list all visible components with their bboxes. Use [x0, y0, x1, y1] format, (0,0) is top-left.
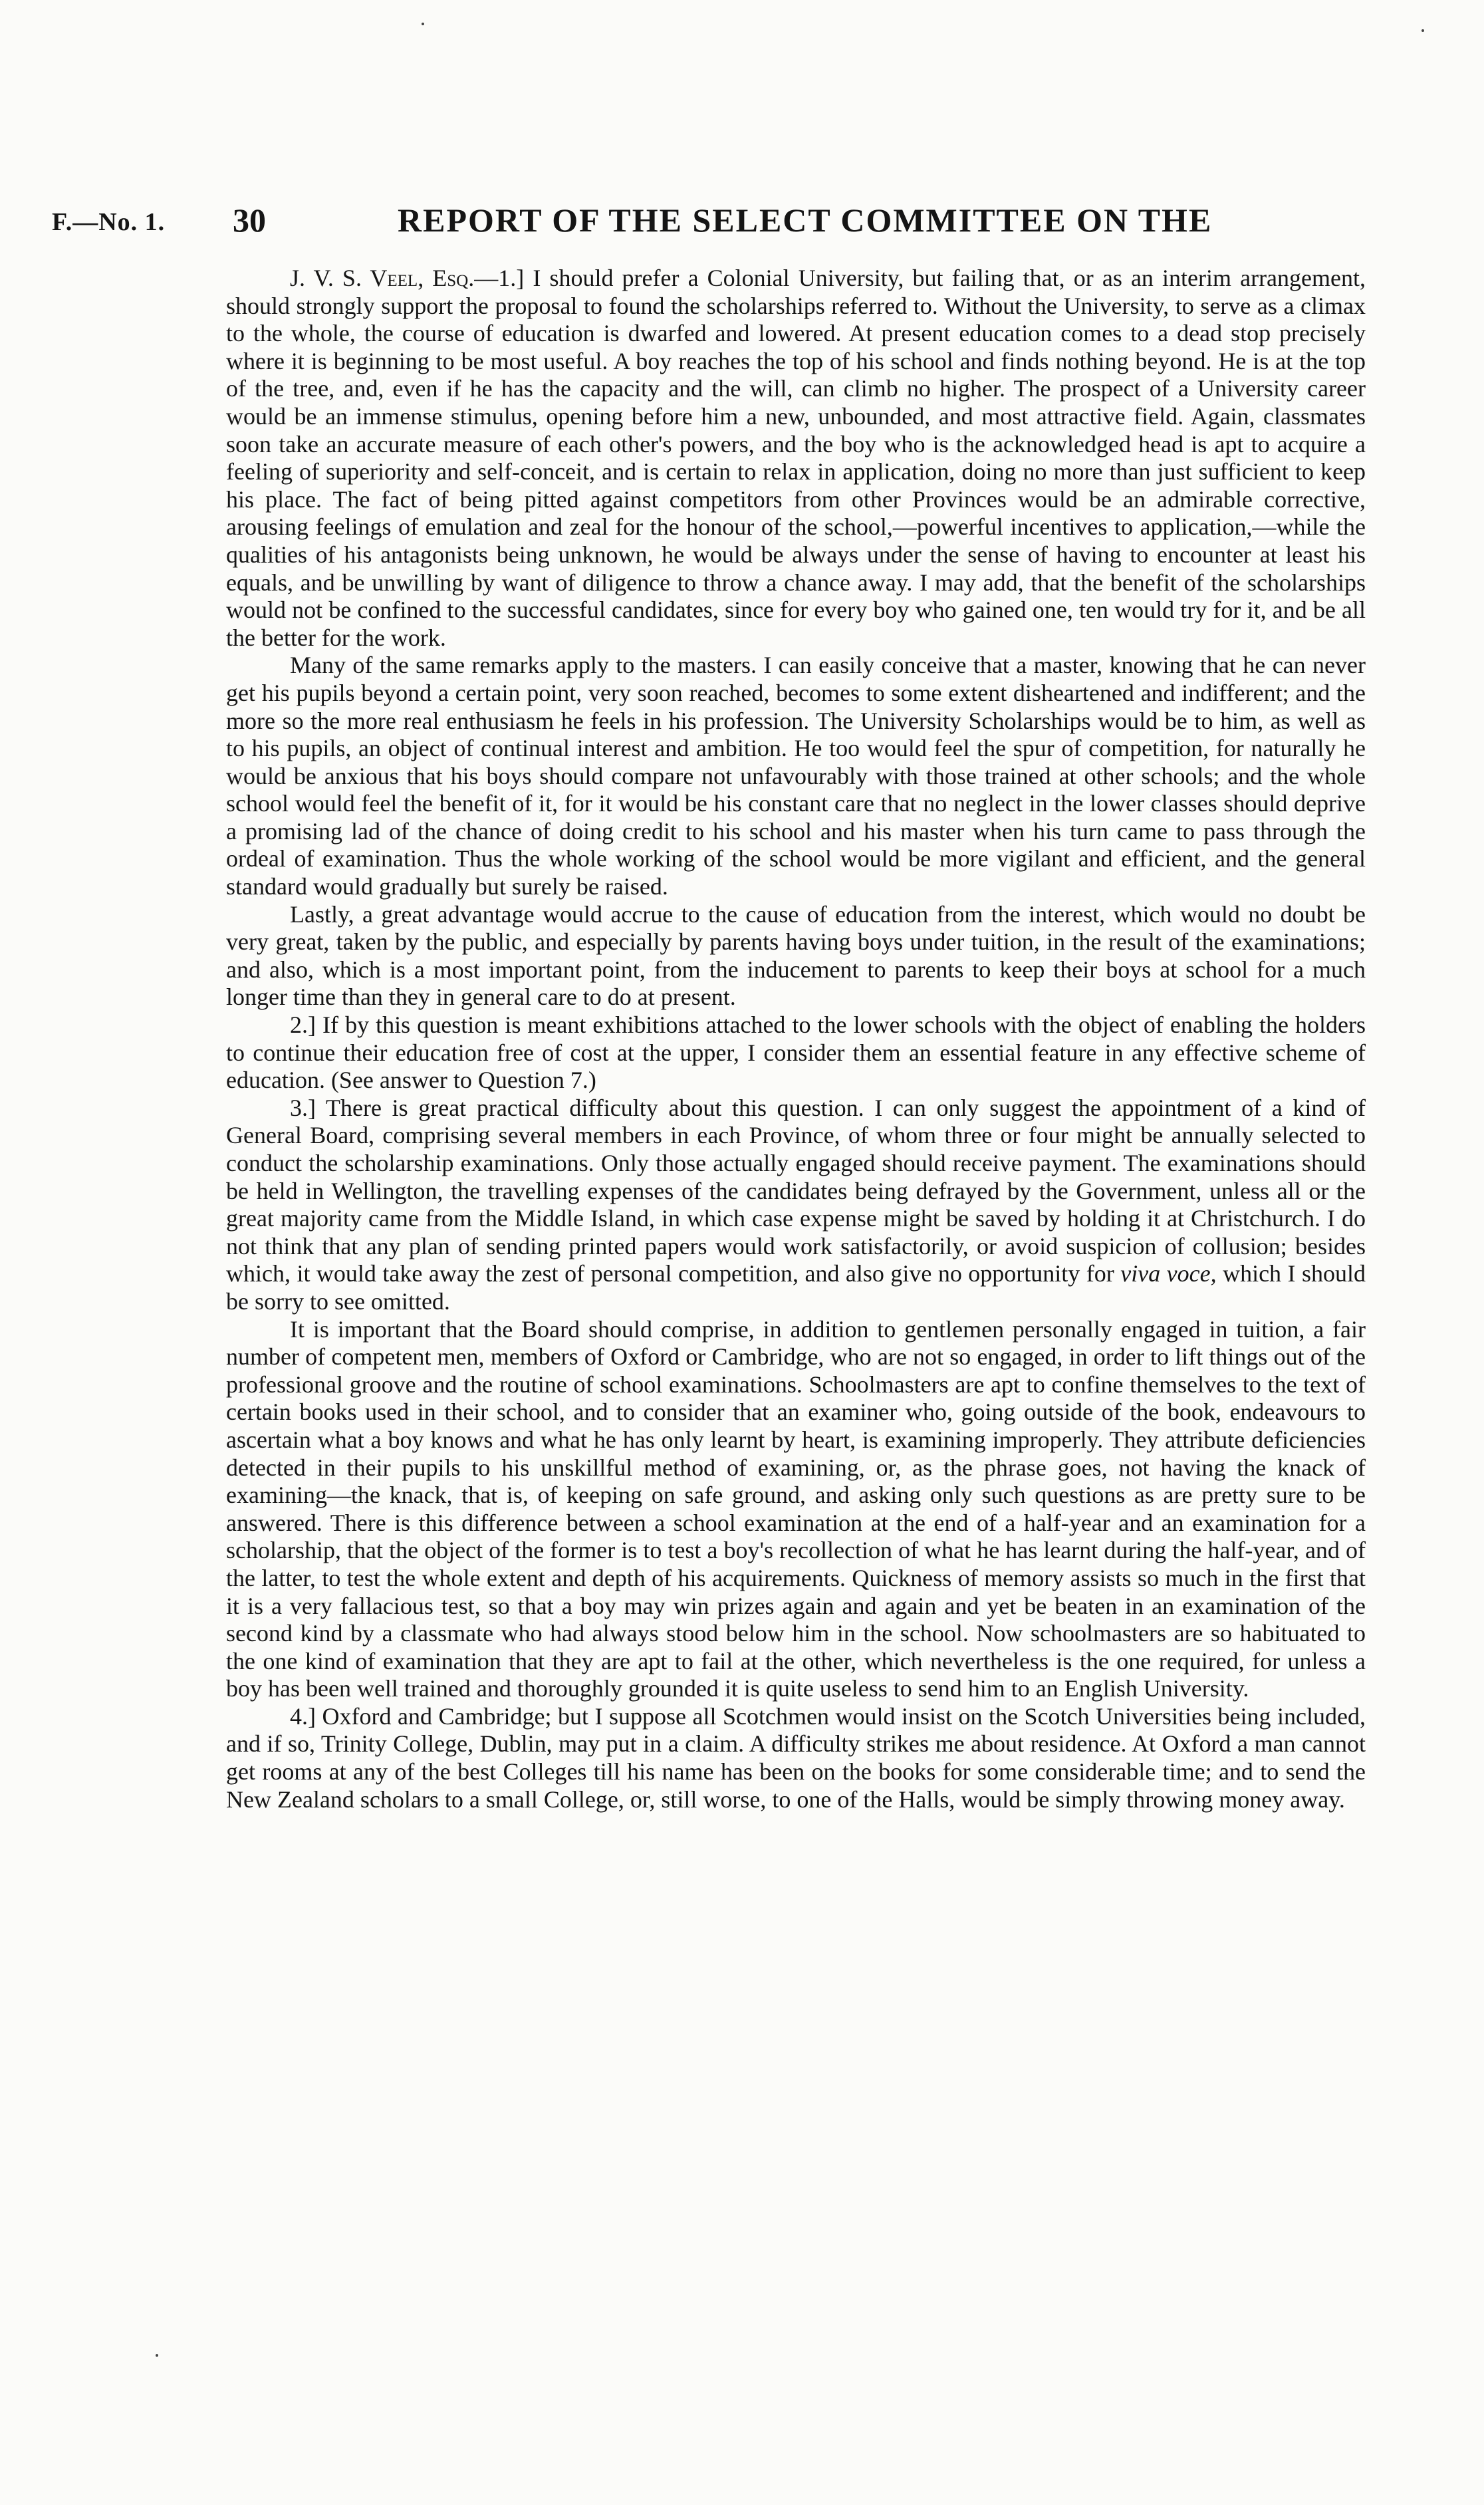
paragraph-text: 3.] There is great practical difficulty about this question. I can only suggest the appointment of a kind of General Board, comprising several members in each Province, of whom three or four might be annually selected to conduct the scholarship examinations. Only those actually engaged should receive payment. The examinations should be held in Wellington, the travelling expenses of the candidates being defrayed by the Government, unless all or the great majority came from the Middle Island, in which case expense might be saved by holding it at Christchurch. I do not think that any plan of sending printed papers would work satisfactorily, or avoid suspicion of collusion; besides which, it would take away the zest of personal competition, and also give no opportunity for [226, 1094, 1366, 1287]
scan-speck [422, 23, 424, 25]
scan-speck [1422, 29, 1424, 32]
paragraph-answer-4 [226, 1703, 1366, 1813]
paragraph-text-continued: which I should be sorry to see omitted. [226, 1260, 1366, 1315]
paragraph-board [226, 1316, 1366, 1703]
page-header [52, 198, 1368, 245]
sheet-reference: F.—No. 1. [52, 208, 166, 236]
paragraph-text: 2.] If by this question is meant exhibitions attached to the lower schools with the object of enabling the holders to continue their education free of cost at the upper, I consider them an essential feature in any effective scheme of education. (See answer to Question 7.) [226, 1011, 1366, 1094]
emphasis-text: viva voce, [1120, 1260, 1217, 1287]
paragraph-text: It is important that the Board should comprise, in addition to gentlemen personally engaged in tuition, a fair number of competent men, members of Oxford or Cambridge, who are not so engaged, in order to lift things out of the professional groove and the routine of school examinations. Schoolmasters are apt to confine themselves to the text of certain books used in their school, and to consider that an examiner who, going outside of the book, endeavours to ascertain what a boy knows and what he has only learnt by heart, is examining improperly. They attribute deficiencies detected in their pupils to his unskillful method of examining, or, as the phrase goes, not having the knack of examining—the knack, that is, of keeping on safe ground, and asking only such questions as are pretty sure to be answered. There is this difference between a school examination at the end of a half-year and an examination for a scholarship, that the object of the former is to test a boy's recollection of what he has learnt during the half-year, and of the latter, to test the whole extent and depth of his acquirements. Quickness of memory assists so much in the first that it is a very fallacious test, so that a boy may win prizes again and again and yet be beaten in an examination of the second kind by a classmate who had always stood below him in the school. Now schoolmasters are so habituated to the one kind of examination that they are apt to fail at the other, which nevertheless is the one required, for unless a boy has been well trained and thoroughly grounded it is quite useless to send him to an English University. [226, 1315, 1366, 1702]
paragraph-answer-3 [226, 1095, 1366, 1316]
running-title: REPORT OF THE SELECT COMMITTEE ON THE [398, 201, 1213, 239]
scan-speck [156, 2354, 158, 2357]
paragraph-text: —1.] I should prefer a Colonial University, but failing that, or as an interim arrangement, should strongly support the proposal to found the scholarships referred to. Without the University, to serve as a climax to the whole, the course of education is dwarfed and lowered. At present education comes to a dead stop precisely where it is beginning to be most useful. A boy reaches the top of his school and finds nothing beyond. He is at the top of the tree, and, even if he has the capacity and the will, can climb no higher. The prospect of a University career would be an immense stimulus, opening before him a new, unbounded, and most attractive field. Again, classmates soon take an accurate measure of each other's powers, and the boy who is the acknowledged head is apt to acquire a feeling of superiority and self-conceit, and is certain to relax in application, doing no more than just sufficient to keep his place. The fact of being pitted against competitors from other Provinces would be an admirable corrective, arousing feelings of emulation and zeal for the honour of the school,—powerful incentives to application,—while the qualities of his antagonists being unknown, he would be always under the sense of having to encounter at least his equals, and be unwilling by want of diligence to throw a chance away. I may add, that the benefit of the scholarships would not be confined to the successful candidates, since for every boy who gained one, ten would try for it, and be all the better for the work. [226, 265, 1366, 651]
paragraph-text: Many of the same remarks apply to the masters. I can easily conceive that a master, knowing that he can never get his pupils beyond a certain point, very soon reached, becomes to some extent disheartened and indifferent; and the more so the more real enthusiasm he feels in his profession. The University Scholarships would be to him, as well as to his pupils, an object of continual interest and ambition. He too would feel the spur of competition, for naturally he would be anxious that his boys should compare not unfavourably with those trained at other schools; and the whole school would feel the benefit of it, for it would be his constant care that no neglect in the lower classes should deprive a promising lad of the chance of doing credit to his school and his master when his turn came to pass through the ordeal of examination. Thus the whole working of the school would be more vigilant and efficient, and the general standard would gradually but surely be raised. [226, 652, 1366, 900]
paragraph-text: Lastly, a great advantage would accrue to the cause of education from the interest, which would no doubt be very great, taken by the public, and especially by parents having boys under tuition, in the result of the examinations; and also, which is a most important point, from the inducement to parents to keep their boys at school for a much longer time than they in general care to do at present. [226, 900, 1366, 1011]
paragraph-3 [226, 901, 1366, 1011]
paragraph-1 [226, 265, 1366, 652]
report-body [226, 265, 1366, 1813]
page-number: 30 [233, 201, 266, 239]
paragraph-answer-2 [226, 1011, 1366, 1095]
paragraph-text: 4.] Oxford and Cambridge; but I suppose all Scotchmen would insist on the Scotch Universities being included, and if so, Trinity College, Dublin, may put in a claim. A difficulty strikes me about residence. At Oxford a man cannot get rooms at any of the best Colleges till his name has been on the books for some considerable time; and to send the New Zealand scholars to a small College, or, still worse, to one of the Halls, would be simply throwing money away. [226, 1702, 1366, 1813]
paragraph-2 [226, 652, 1366, 900]
witness-name: J. V. S. Veel, Esq. [290, 265, 475, 291]
